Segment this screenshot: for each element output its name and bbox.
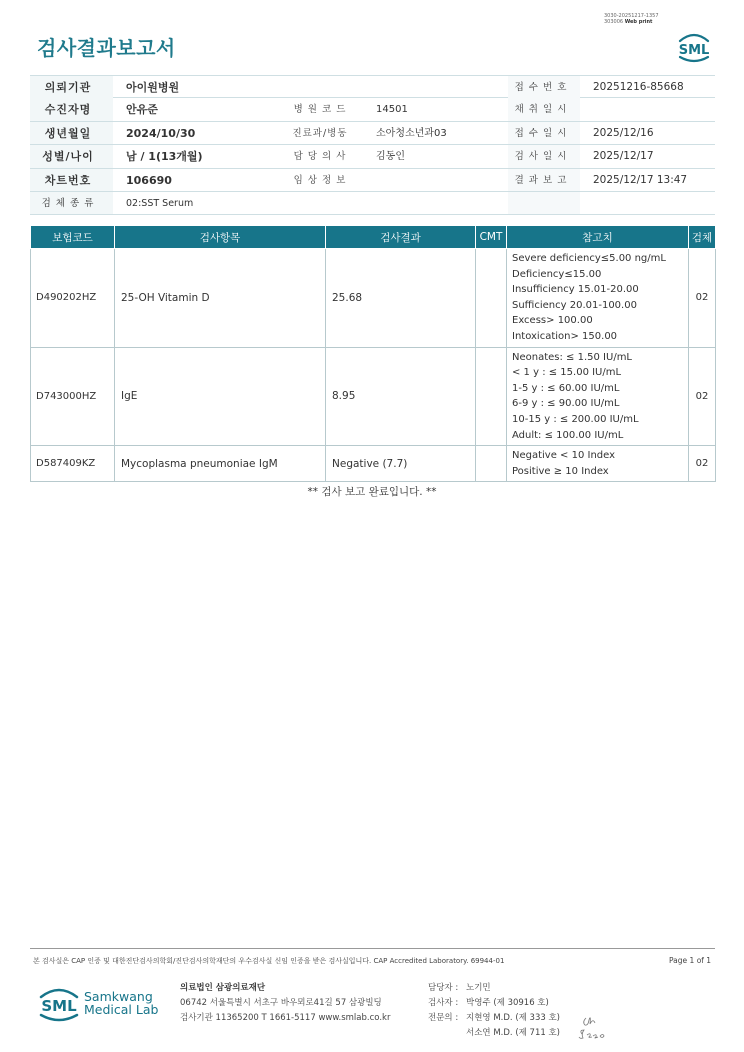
reference-cell [507, 347, 689, 446]
staff-entry [428, 1011, 560, 1026]
staff-name: 노기민 [466, 983, 491, 993]
header-cmt: CMT [476, 226, 507, 249]
info-value: 2025/12/17 13:47 [593, 173, 688, 186]
organization-info [180, 981, 390, 1026]
info-label: 병 원 코 드 [293, 104, 347, 116]
info-label: 검 체 종 류 [41, 197, 95, 209]
info-value: 106690 [126, 173, 172, 187]
patient-info-row [30, 98, 715, 121]
test-item-cell: 25-OH Vitamin D [115, 249, 326, 348]
reference-line: 1-5 y : ≤ 60.00 IU/mL [512, 382, 620, 394]
patient-info [30, 75, 715, 215]
print-meta-code-line [604, 19, 659, 25]
results-table [30, 225, 716, 482]
staff-entry [428, 981, 560, 996]
info-value: 안유준 [126, 103, 158, 117]
sml-logo-text: SML [678, 43, 710, 58]
insurance-code-cell: D587409KZ [31, 446, 115, 482]
reference-line: 10-15 y : ≤ 200.00 IU/mL [512, 413, 639, 425]
info-label: 임 상 정 보 [293, 174, 347, 186]
staff-name: 서소연 M.D. (제 711 호) [466, 1028, 561, 1038]
info-value: 20251216-85668 [593, 81, 684, 93]
signature-icon [578, 1008, 610, 1042]
result-row [31, 446, 716, 482]
staff-role: 전문의 : [428, 1013, 459, 1023]
reference-cell [507, 446, 689, 482]
header-reference: 참고치 [507, 226, 689, 249]
brand-line-2: Medical Lab [84, 1002, 159, 1017]
test-result-cell: Negative (7.7) [326, 446, 476, 482]
staff-list [428, 981, 560, 1041]
organization-contact: 검사기관 11365200 T 1661-5117 www.smlab.co.kr [180, 1013, 391, 1023]
header-specimen: 검체 [689, 226, 716, 249]
info-value: 2024/10/30 [126, 126, 196, 140]
result-row [31, 249, 716, 348]
info-value: 2025/12/17 [593, 150, 654, 163]
header-insurance-code: 보험코드 [31, 226, 115, 249]
info-label: 수진자명 [44, 103, 92, 117]
staff-entry [428, 1026, 560, 1041]
organization-address: 06742 서울특별시 서초구 바우뫼로41길 57 삼광빌딩 [180, 998, 382, 1008]
brand-name [84, 990, 158, 1016]
reference-line: Excess> 100.00 [512, 315, 593, 327]
insurance-code-cell: D490202HZ [31, 249, 115, 348]
test-item-cell: IgE [115, 347, 326, 446]
staff-role: 검사자 : [428, 998, 459, 1008]
reference-line: Insufficiency 15.01-20.00 [512, 284, 639, 296]
organization-name: 의료법인 삼광의료재단 [180, 983, 266, 993]
print-meta-code: 303006 [604, 19, 624, 25]
reference-line: Neonates: ≤ 1.50 IU/mL [512, 351, 632, 363]
info-value: 김동인 [376, 151, 405, 163]
staff-name: 박영주 (제 30916 호) [466, 998, 549, 1008]
info-label [280, 192, 360, 215]
print-meta-id: 3030-20251217-1357 [604, 13, 659, 19]
info-label: 진료과/병동 [292, 127, 348, 139]
info-label: 생년월일 [44, 126, 92, 140]
patient-info-row [30, 192, 715, 215]
results-header-row [31, 226, 716, 249]
reference-cell [507, 249, 689, 348]
test-item-cell: Mycoplasma pneumoniae IgM [115, 446, 326, 482]
cmt-cell [476, 347, 507, 446]
test-result-cell: 8.95 [326, 347, 476, 446]
patient-info-row [30, 169, 715, 192]
specimen-cell: 02 [689, 446, 716, 482]
info-label: 의뢰기관 [44, 81, 92, 94]
completion-note: ** 검사 보고 완료입니다. ** [307, 486, 437, 498]
info-value: 14501 [376, 104, 408, 116]
info-label: 성별/나이 [42, 150, 94, 164]
header-test-result: 검사결과 [326, 226, 476, 249]
patient-info-row [30, 145, 715, 168]
info-label: 결 과 보 고 [514, 174, 568, 186]
accreditation-note: 본 검사실은 CAP 인증 및 대한진단검사의학회/진단검사의학재단의 우수검사실 신임 인증을 받은 검사실입니다. CAP Accredited Laboratory. 69944-01 [33, 957, 505, 965]
brand-line-1: Samkwang [84, 989, 153, 1004]
info-value: 2025/12/16 [593, 126, 654, 139]
report-title: 검사결과보고서 [37, 36, 176, 60]
info-label [502, 192, 580, 215]
sml-footer-logo-text: SML [41, 997, 77, 1015]
cmt-cell [476, 446, 507, 482]
reference-line: Deficiency≤15.00 [512, 268, 602, 280]
info-value: 소아청소년과03 [376, 127, 447, 139]
info-label: 검 사 일 시 [514, 151, 568, 163]
reference-line: 6-9 y : ≤ 90.00 IU/mL [512, 398, 620, 410]
test-result-cell: 25.68 [326, 249, 476, 348]
header-test-item: 검사항목 [115, 226, 326, 249]
info-value: 아이원병원 [126, 81, 180, 94]
info-value: 02:SST Serum [126, 197, 194, 209]
reference-line: Intoxication> 150.00 [512, 330, 618, 342]
result-row [31, 347, 716, 446]
reference-line: Positive ≥ 10 Index [512, 465, 609, 477]
staff-entry [428, 996, 560, 1011]
info-label: 접 수 일 시 [514, 127, 568, 139]
reference-line: Sufficiency 20.01-100.00 [512, 299, 637, 311]
info-value: 남 / 1(13개월) [126, 150, 203, 164]
reference-line: < 1 y : ≤ 15.00 IU/mL [512, 367, 622, 379]
info-label: 접 수 번 호 [514, 82, 568, 93]
cmt-cell [476, 249, 507, 348]
info-label: 채 취 일 시 [514, 104, 568, 116]
specimen-cell: 02 [689, 347, 716, 446]
staff-role: 담당자 : [428, 983, 459, 993]
info-label [280, 76, 360, 99]
specimen-cell: 02 [689, 249, 716, 348]
reference-line: Severe deficiency≤5.00 ng/mL [512, 253, 666, 264]
sml-footer-logo-icon [36, 982, 82, 1024]
print-meta [604, 13, 659, 25]
print-meta-label: Web print [624, 19, 653, 25]
insurance-code-cell: D743000HZ [31, 347, 115, 446]
info-label: 차트번호 [44, 173, 92, 187]
reference-line: Negative < 10 Index [512, 450, 616, 462]
page-number: Page 1 of 1 [669, 956, 712, 965]
info-label: 담 당 의 사 [293, 151, 347, 163]
footer-divider [30, 948, 715, 949]
staff-name: 지현영 M.D. (제 333 호) [466, 1013, 561, 1023]
patient-info-row [30, 122, 715, 145]
reference-line: Adult: ≤ 100.00 IU/mL [512, 429, 624, 441]
sml-logo-icon [674, 28, 714, 64]
patient-info-row [30, 75, 715, 98]
